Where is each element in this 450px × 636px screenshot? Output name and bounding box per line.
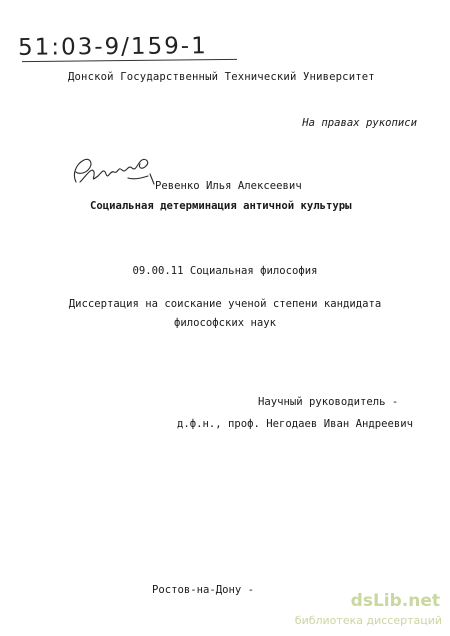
university-name: Донской Государственный Технический Университет xyxy=(68,71,375,83)
specialty-code: 09.00.11 Социальная философия xyxy=(132,265,318,277)
watermark-caption: библиотека диссертаций xyxy=(294,614,442,627)
rights-note: На правах рукописи xyxy=(302,117,417,129)
archive-stamp: 51:03-9/159-1 xyxy=(17,33,208,61)
watermark-logo: dsLib.net xyxy=(350,591,440,611)
dissertation-title: Социальная детерминация античной культуры xyxy=(90,200,352,212)
author-signature xyxy=(68,152,158,192)
city-year: Ростов-на-Дону - xyxy=(152,584,255,596)
degree-purpose-line-2: философских наук xyxy=(173,317,277,329)
degree-purpose-line-1: Диссертация на соискание ученой степени кандидата xyxy=(68,298,382,310)
advisor-name: д.ф.н., проф. Негодаев Иван Андреевич xyxy=(177,418,413,430)
advisor-role: Научный руководитель - xyxy=(258,396,399,408)
author-name: Ревенко Илья Алексеевич xyxy=(155,180,302,192)
